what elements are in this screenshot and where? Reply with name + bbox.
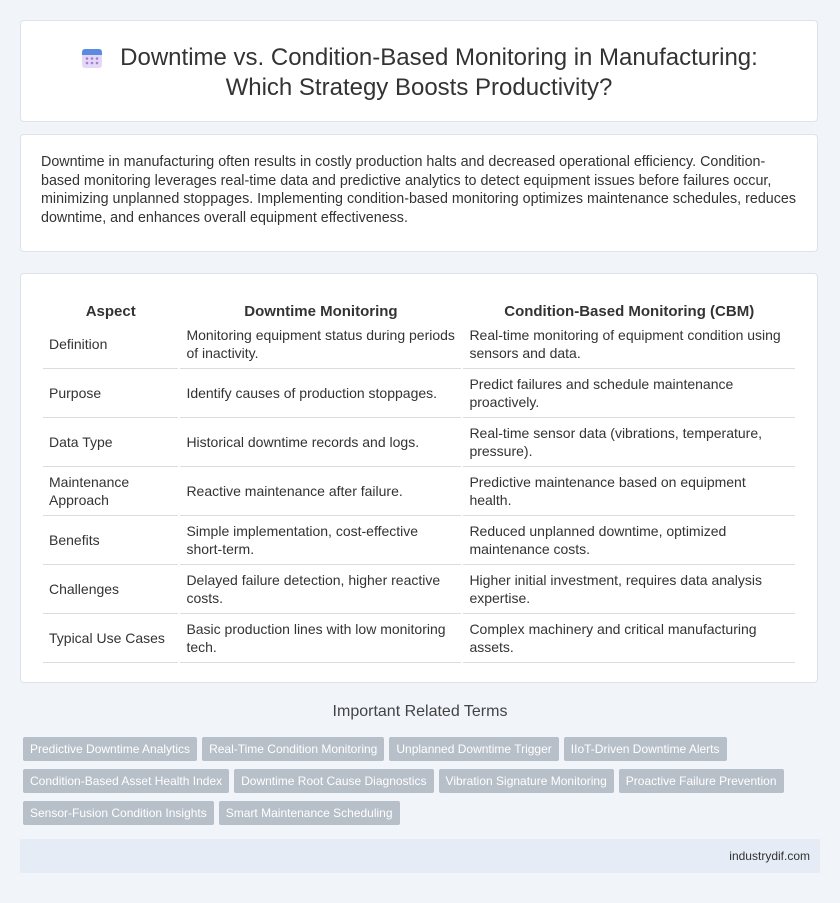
table-row: [43, 369, 795, 418]
table-cell-downtime: Simple implementation, cost-effective short-term.: [180, 516, 461, 565]
table-cell-downtime: Delayed failure detection, higher reactive costs.: [180, 565, 461, 614]
table-cell-aspect: Data Type: [43, 418, 178, 467]
table-cell-aspect: Benefits: [43, 516, 178, 565]
footer-site-link[interactable]: industrydif.com: [729, 849, 810, 863]
table-cell-cbm: Real-time monitoring of equipment condition using sensors and data.: [463, 320, 795, 369]
table-cell-cbm: Real-time sensor data (vibrations, temperature, pressure).: [463, 418, 795, 467]
table-cell-aspect: Definition: [43, 320, 178, 369]
table-cell-aspect: Challenges: [43, 565, 178, 614]
table-row: [43, 614, 795, 663]
table-row: [43, 418, 795, 467]
related-term-tag[interactable]: IIoT-Driven Downtime Alerts: [564, 737, 727, 761]
comparison-card: [20, 273, 818, 683]
table-header-row: [43, 294, 795, 320]
related-term-tag[interactable]: Condition-Based Asset Health Index: [23, 769, 229, 793]
column-header-downtime: Downtime Monitoring: [244, 303, 398, 320]
related-term-tag[interactable]: Predictive Downtime Analytics: [23, 737, 197, 761]
table-cell-aspect: Typical Use Cases: [43, 614, 178, 663]
table-cell-aspect: Purpose: [43, 369, 178, 418]
related-term-tag[interactable]: Sensor-Fusion Condition Insights: [23, 801, 214, 825]
table-cell-cbm: Complex machinery and critical manufacturing assets.: [463, 614, 795, 663]
footer: [20, 839, 820, 873]
table-row: [43, 516, 795, 565]
table-cell-downtime: Basic production lines with low monitoring tech.: [180, 614, 461, 663]
page-title-line-2: Which Strategy Boosts Productivity?: [225, 74, 613, 101]
comparison-table: [41, 294, 797, 663]
related-term-tag[interactable]: Smart Maintenance Scheduling: [219, 801, 400, 825]
related-term-tag[interactable]: Unplanned Downtime Trigger: [389, 737, 558, 761]
page-title: [21, 43, 817, 103]
table-row: [43, 467, 795, 516]
related-term-tag[interactable]: Downtime Root Cause Diagnostics: [234, 769, 433, 793]
related-terms-list: [23, 737, 813, 833]
column-header-cbm: Condition-Based Monitoring (CBM): [504, 303, 755, 320]
table-cell-downtime: Reactive maintenance after failure.: [180, 467, 461, 516]
title-card: [20, 20, 818, 122]
table-cell-downtime: Monitoring equipment status during periods of inactivity.: [180, 320, 461, 369]
table-row: [43, 320, 795, 369]
column-header-aspect: Aspect: [85, 303, 136, 320]
table-row: [43, 565, 795, 614]
related-term-tag[interactable]: Proactive Failure Prevention: [619, 769, 784, 793]
related-terms-heading: Important Related Terms: [332, 703, 508, 720]
page-title-line-1: Downtime vs. Condition-Based Monitoring in Manufacturing:: [120, 44, 758, 71]
intro-paragraph: Downtime in manufacturing often results in costly production halts and decreased operational efficiency. Condition-based monitoring leverages real-time data and predictive analytics to detect equipment issues before failures occur, minimizing unplanned stoppages. Implementing condition-based monitoring optimizes maintenance schedules, reduces downtime, and enhances overall equipment effectiveness.: [41, 154, 796, 226]
table-cell-cbm: Predictive maintenance based on equipment health.: [463, 467, 795, 516]
table-cell-downtime: Identify causes of production stoppages.: [180, 369, 461, 418]
table-cell-downtime: Historical downtime records and logs.: [180, 418, 461, 467]
table-cell-cbm: Higher initial investment, requires data analysis expertise.: [463, 565, 795, 614]
intro-card: [20, 134, 818, 252]
table-cell-aspect: Maintenance Approach: [43, 467, 178, 516]
related-term-tag[interactable]: Real-Time Condition Monitoring: [202, 737, 384, 761]
table-cell-cbm: Predict failures and schedule maintenance proactively.: [463, 369, 795, 418]
table-cell-cbm: Reduced unplanned downtime, optimized maintenance costs.: [463, 516, 795, 565]
related-term-tag[interactable]: Vibration Signature Monitoring: [439, 769, 614, 793]
